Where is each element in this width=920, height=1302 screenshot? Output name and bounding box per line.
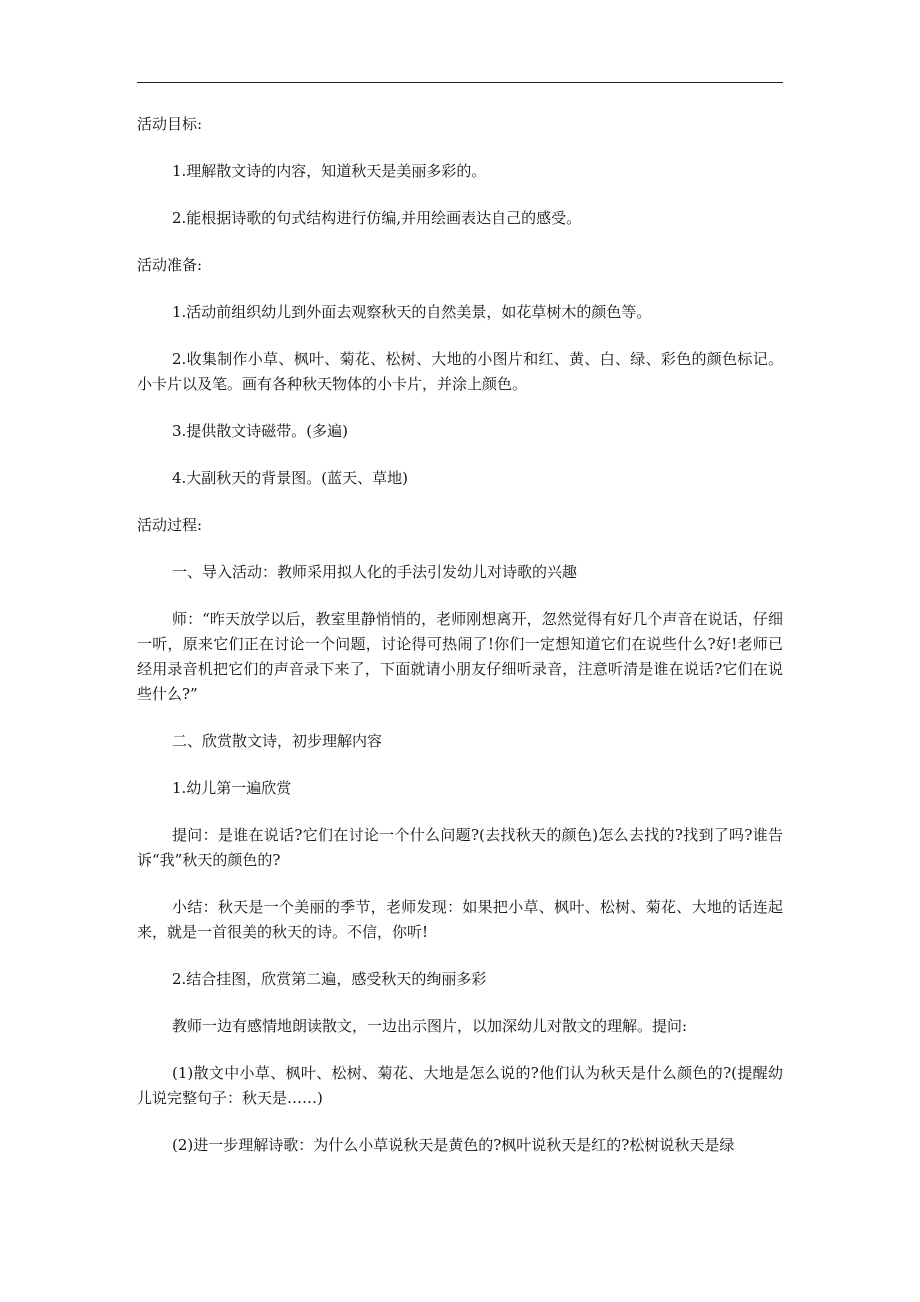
body-paragraph: 小结：秋天是一个美丽的季节，老师发现：如果把小草、枫叶、松树、菊花、大地的话连起来，就是一首很美的秋天的诗。不信，你听! [137, 898, 783, 941]
body-paragraph: 1.理解散文诗的内容，知道秋天是美丽多彩的。 [172, 162, 487, 180]
body-paragraph: 师：“昨天放学以后，教室里静悄悄的，老师刚想离开，忽然觉得有好几个声音在说话，仔细一听，原来它们正在讨论一个问题，讨论得可热闹了!你们一定想知道它们在说些什么?好!老师已经用录音机把它们的声音录下来了，下面就请小朋友仔细听录音，注意听清是谁在说话?它们在说些什么?” [137, 610, 783, 703]
body-paragraph: 2.结合挂图，欣赏第二遍，感受秋天的绚丽多彩 [172, 970, 487, 988]
body-paragraph: 4.大副秋天的背景图。(蓝天、草地) [172, 469, 409, 487]
header-rule [137, 82, 783, 83]
body-paragraph: 二、欣赏散文诗，初步理解内容 [172, 732, 383, 750]
body-paragraph: 3.提供散文诗磁带。(多遍) [172, 422, 349, 440]
body-paragraph: (1)散文中小草、枫叶、松树、菊花、大地是怎么说的?他们认为秋天是什么颜色的?(提醒幼儿说完整句子：秋天是……) [137, 1064, 783, 1107]
body-paragraph: 2.收集制作小草、枫叶、菊花、松树、大地的小图片和红、黄、白、绿、彩色的颜色标记。小卡片以及笔。画有各种秋天物体的小卡片，并涂上颜色。 [137, 350, 783, 393]
body-paragraph: 1.活动前组织幼儿到外面去观察秋天的自然美景，如花草树木的颜色等。 [172, 303, 652, 321]
body-paragraph: 教师一边有感情地朗读散文，一边出示图片，以加深幼儿对散文的理解。提问: [172, 1017, 688, 1035]
section-heading: 活动过程: [137, 516, 203, 534]
body-paragraph: (2)进一步理解诗歌：为什么小草说秋天是黄色的?枫叶说秋天是红的?松树说秋天是绿 [172, 1136, 735, 1154]
section-heading: 活动准备: [137, 256, 203, 274]
body-paragraph: 一、导入活动：教师采用拟人化的手法引发幼儿对诗歌的兴趣 [172, 563, 578, 581]
body-paragraph: 提问：是谁在说话?它们在讨论一个什么问题?(去找秋天的颜色)怎么去找的?找到了吗?谁告诉“我”秋天的颜色的? [137, 826, 783, 869]
document-body [137, 112, 783, 1158]
section-heading: 活动目标: [137, 115, 203, 133]
body-paragraph: 2.能根据诗歌的句式结构进行仿编,并用绘画表达自己的感受。 [172, 209, 582, 227]
body-paragraph: 1.幼儿第一遍欣赏 [172, 779, 292, 797]
